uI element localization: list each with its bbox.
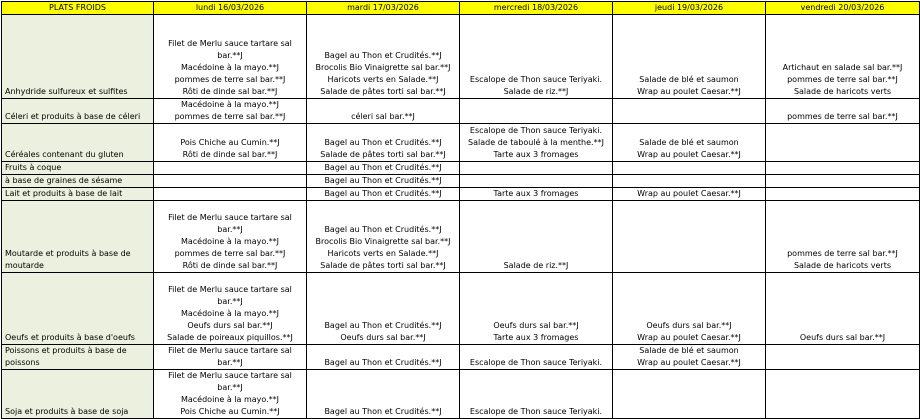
dish-line: Salade de blé et saumon (639, 346, 739, 355)
dish-cell (307, 99, 460, 124)
dish-line: Macédoine à la mayo.**J (180, 309, 280, 318)
dish-line: Filet de Merlu sauce tartare sal (168, 39, 292, 48)
dish-line: Escalope de Thon sauce Teriyaki. (469, 358, 603, 367)
allergen-label: Fruits à coque (2, 162, 154, 175)
dish-line: Escalope de Thon sauce Teriyaki. (469, 407, 603, 416)
dish-line: Pois Chiche au Cumin.**J (180, 138, 280, 147)
dish-line: Salade de poireaux piquillos.**J (167, 333, 293, 342)
allergen-label: Anhydride sulfureux et sulfites (2, 15, 154, 99)
dish-cell (460, 370, 613, 419)
dish-cell (460, 175, 613, 188)
dish-line: Haricots verts en Salade.**J (327, 249, 439, 258)
dish-line: Bagel au Thon et Crudités.**J (324, 358, 442, 367)
dish-line: Salade de blé et saumon (639, 138, 739, 147)
dish-cell (154, 370, 307, 419)
dish-line: Oeufs durs sal bar.**J (646, 321, 732, 330)
allergen-label: Poissons et produits à base de poissons (2, 345, 154, 370)
dish-line: Filet de Merlu sauce tartare sal (168, 346, 292, 355)
dish-line: Macédoine à la mayo.**J (180, 395, 280, 404)
dish-line: Salade de haricots verts (793, 87, 892, 96)
dish-cell (460, 162, 613, 175)
dish-cell (613, 162, 766, 175)
dish-line: Brocolis Bio Vinaigrette sal bar.**J (315, 63, 451, 72)
dish-cell (460, 273, 613, 345)
dish-line: Tarte aux 3 fromages (493, 150, 579, 159)
dish-line: pommes de terre sal bar.**J (174, 75, 286, 84)
dish-line: Rôti de dinde sal bar.**J (182, 150, 278, 159)
dish-cell (460, 201, 613, 273)
dish-line: Bagel au Thon et Crudités.**J (324, 51, 442, 60)
dish-line: Salade de haricots verts (793, 261, 892, 270)
dish-line: Oeufs durs sal bar.**J (187, 321, 273, 330)
dish-line: Bagel au Thon et Crudités.**J (324, 163, 442, 172)
dish-line: Filet de Merlu sauce tartare sal (168, 285, 292, 294)
dish-line: Bagel au Thon et Crudités.**J (324, 176, 442, 185)
dish-cell (766, 175, 920, 188)
header-corner: PLATS FROIDS (2, 2, 154, 15)
dish-cell (154, 15, 307, 99)
dish-line: bar.**J (217, 297, 243, 306)
allergen-label: à base de graines de sésame (2, 175, 154, 188)
table-row (2, 273, 920, 345)
dish-cell (307, 345, 460, 370)
dish-line: Macédoine à la mayo.**J (180, 63, 280, 72)
dish-cell (154, 162, 307, 175)
dish-cell (460, 15, 613, 99)
dish-cell (307, 175, 460, 188)
dish-cell (613, 124, 766, 162)
dish-line: Escalope de Thon sauce Teriyaki. (469, 126, 603, 135)
dish-line: Tarte aux 3 fromages (493, 189, 579, 198)
dish-cell (307, 162, 460, 175)
dish-cell (154, 345, 307, 370)
dish-line: Bagel au Thon et Crudités.**J (324, 321, 442, 330)
dish-line: pommes de terre sal bar.**J (787, 75, 898, 84)
dish-line: bar.**J (217, 51, 243, 60)
dish-cell (766, 345, 920, 370)
allergen-label: Soja et produits à base de soja (2, 370, 154, 419)
dish-cell (613, 99, 766, 124)
dish-cell (307, 15, 460, 99)
dish-cell (613, 175, 766, 188)
dish-cell (613, 15, 766, 99)
table-row (2, 345, 920, 370)
dish-line: Oeufs durs sal bar.**J (799, 333, 886, 342)
dish-cell (766, 15, 920, 99)
dish-cell (154, 175, 307, 188)
table-row (2, 188, 920, 201)
dish-line: Salade de taboulé à la menthe.**J (468, 138, 604, 147)
day-header: vendredi 20/03/2026 (766, 2, 920, 15)
table-row (2, 162, 920, 175)
dish-line: Filet de Merlu sauce tartare sal (168, 371, 292, 380)
dish-line: Oeufs durs sal bar.**J (340, 333, 426, 342)
day-header: mardi 17/03/2026 (307, 2, 460, 15)
dish-line: Wrap au poulet Caesar.**J (637, 333, 741, 342)
dish-line: Salade de riz.**J (503, 261, 569, 270)
dish-line: Wrap au poulet Caesar.**J (637, 87, 741, 96)
dish-cell (154, 99, 307, 124)
table-row (2, 124, 920, 162)
dish-cell (307, 370, 460, 419)
dish-cell (766, 201, 920, 273)
dish-cell (766, 99, 920, 124)
dish-cell (613, 273, 766, 345)
dish-cell (307, 201, 460, 273)
dish-line: Bagel au Thon et Crudités.**J (324, 407, 442, 416)
dish-line: bar.**J (217, 358, 243, 367)
dish-cell (460, 124, 613, 162)
dish-line: céleri sal bar.**J (351, 112, 415, 121)
dish-cell (307, 273, 460, 345)
dish-cell (766, 370, 920, 419)
allergen-label: Lait et produits à base de lait (2, 188, 154, 201)
dish-line: Bagel au Thon et Crudités.**J (324, 189, 442, 198)
dish-cell (154, 124, 307, 162)
dish-line: Rôti de dinde sal bar.**J (182, 261, 278, 270)
dish-cell (766, 124, 920, 162)
header-row (2, 2, 920, 15)
dish-line: Salade de pâtes torti sal bar.**J (320, 261, 446, 270)
dish-line: Brocolis Bio Vinaigrette sal bar.**J (315, 237, 451, 246)
day-header: jeudi 19/03/2026 (613, 2, 766, 15)
dish-cell (766, 162, 920, 175)
table-row (2, 370, 920, 419)
allergen-menu-table (1, 1, 920, 419)
dish-cell (307, 188, 460, 201)
dish-line: bar.**J (217, 383, 243, 392)
dish-cell (766, 188, 920, 201)
dish-cell (460, 188, 613, 201)
dish-line: Wrap au poulet Caesar.**J (637, 150, 741, 159)
dish-line: Salade de pâtes torti sal bar.**J (320, 150, 446, 159)
dish-line: pommes de terre sal bar.**J (174, 112, 286, 121)
dish-cell (460, 345, 613, 370)
dish-cell (307, 124, 460, 162)
dish-cell (613, 370, 766, 419)
table-row (2, 15, 920, 99)
allergen-label: Oeufs et produits à base d'oeufs (2, 273, 154, 345)
allergen-label: Céréales contenant du gluten (2, 124, 154, 162)
dish-line: Haricots verts en Salade.**J (327, 75, 439, 84)
dish-line: pommes de terre sal bar.**J (787, 249, 898, 258)
dish-line: Macédoine à la mayo.**J (180, 100, 280, 109)
dish-cell (766, 273, 920, 345)
dish-line: pommes de terre sal bar.**J (787, 112, 898, 121)
table-row (2, 99, 920, 124)
dish-line: Rôti de dinde sal bar.**J (182, 87, 278, 96)
dish-line: Bagel au Thon et Crudités.**J (324, 225, 442, 234)
dish-cell (154, 201, 307, 273)
dish-line: Pois Chiche au Cumin.**J (180, 407, 280, 416)
table-body (2, 15, 920, 419)
dish-line: Artichaut en salade sal bar.**J (782, 63, 903, 72)
table-row (2, 175, 920, 188)
dish-cell (154, 188, 307, 201)
dish-line: Oeufs durs sal bar.**J (493, 321, 579, 330)
dish-line: Tarte aux 3 fromages (493, 333, 579, 342)
dish-cell (613, 345, 766, 370)
dish-line: Bagel au Thon et Crudités.**J (324, 138, 442, 147)
day-header: mercredi 18/03/2026 (460, 2, 613, 15)
dish-line: bar.**J (217, 225, 243, 234)
table-row (2, 201, 920, 273)
dish-line: Filet de Merlu sauce tartare sal (168, 213, 292, 222)
dish-line: Wrap au poulet Caesar.**J (637, 189, 741, 198)
dish-line: pommes de terre sal bar.**J (174, 249, 286, 258)
dish-cell (613, 201, 766, 273)
allergen-label: Moutarde et produits à base de moutarde (2, 201, 154, 273)
day-header: lundi 16/03/2026 (154, 2, 307, 15)
dish-line: Escalope de Thon sauce Teriyaki. (469, 75, 603, 84)
allergen-label: Céleri et produits à base de céleri (2, 99, 154, 124)
dish-line: Salade de pâtes torti sal bar.**J (320, 87, 446, 96)
dish-line: Salade de riz.**J (503, 87, 569, 96)
dish-cell (613, 188, 766, 201)
dish-line: Wrap au poulet Caesar.**J (637, 358, 741, 367)
dish-line: Macédoine à la mayo.**J (180, 237, 280, 246)
dish-cell (154, 273, 307, 345)
dish-line: Salade de blé et saumon (639, 75, 739, 84)
dish-cell (460, 99, 613, 124)
